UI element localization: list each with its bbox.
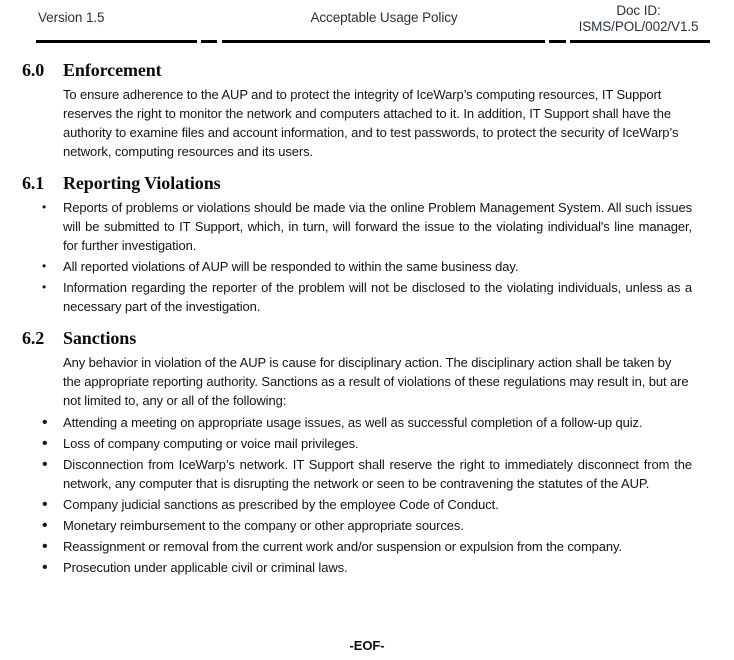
bullet-text: Disconnection from IceWarp’s network. IT Support shall reserve the right to immediately disconnect from the network, any computer that is disrupting the network or seen to be contravening the statutes of the AUP. [63, 457, 692, 491]
bullet-text: Reassignment or removal from the current work and/or suspension or expulsion from the company. [63, 539, 623, 554]
document-title: Acceptable Usage Policy [310, 10, 458, 25]
header-rule-segment [549, 40, 566, 43]
bullet-text: Loss of company computing or voice mail privileges. [63, 436, 359, 451]
bullet-item [22, 495, 692, 514]
bullet-icon: • [42, 517, 48, 534]
section-enforcement [0, 58, 734, 161]
bullet-icon: • [42, 496, 48, 513]
bullet-list [22, 413, 692, 577]
section-title: Reporting Violations [63, 173, 221, 193]
section-reporting-violations [0, 171, 734, 316]
bullet-text: Monetary reimbursement to the company or other appropriate sources. [63, 518, 464, 533]
page-header [36, 2, 710, 35]
bullet-text: Attending a meeting on appropriate usage issues, as well as successful completion of a follow-up quiz. [63, 415, 643, 430]
bullet-item [22, 278, 692, 316]
bullet-text: Reports of problems or violations should be made via the online Problem Management System. All such issues will be submitted to IT Support, which, in turn, will forward the issue to the violating individual's line manager, for further investigation. [63, 200, 692, 253]
bullet-item [22, 413, 692, 432]
section-heading [22, 171, 692, 195]
bullet-icon: • [42, 200, 47, 214]
section-title: Enforcement [63, 60, 162, 80]
section-paragraph: To ensure adherence to the AUP and to protect the integrity of IceWarp’s computing resources, IT Support reserves the right to monitor the network and computers attached to it. In addition, IT Support shall have the authority to examine files and account information, and to test passwords, to protect the security of IceWarp’s network, computing resources and its users. [63, 87, 679, 159]
bullet-icon: • [42, 435, 48, 452]
header-rule-segment [201, 40, 217, 43]
bullet-icon: • [42, 559, 48, 576]
bullet-item [22, 198, 692, 255]
bullet-icon: • [42, 538, 48, 555]
section-paragraph: Any behavior in violation of the AUP is cause for disciplinary action. The disciplinary action shall be taken by the appropriate reporting authority. Sanctions as a result of violations of these regulations may result in, but are not limited to, any or all of the following: [63, 355, 689, 408]
bullet-icon: • [42, 259, 47, 273]
header-rule-segment [570, 40, 710, 43]
bullet-icon: • [42, 280, 47, 294]
section-title: Sanctions [63, 328, 137, 348]
bullet-text: All reported violations of AUP will be responded to within the same business day. [63, 259, 519, 274]
bullet-icon: • [42, 414, 48, 431]
doc-id-value: ISMS/POL/002/V1.5 [578, 19, 699, 34]
bullet-item [22, 455, 692, 493]
header-rule [36, 40, 710, 43]
bullet-icon: • [42, 456, 48, 473]
eof-marker: -EOF- [349, 638, 385, 653]
doc-id-block [567, 2, 710, 35]
section-heading [22, 58, 692, 82]
bullet-item [22, 434, 692, 453]
bullet-text: Information regarding the reporter of the problem will not be disclosed to the violating individuals, unless as a necessary part of the investigation. [63, 280, 692, 314]
bullet-item [22, 516, 692, 535]
doc-id-label: Doc ID: [616, 3, 661, 18]
section-number: 6.2 [22, 328, 45, 348]
bullet-text: Prosecution under applicable civil or criminal laws. [63, 560, 348, 575]
bullet-item [22, 257, 692, 276]
section-number: 6.1 [22, 173, 45, 193]
section-heading [22, 326, 692, 350]
bullet-list [22, 198, 692, 316]
section-sanctions [0, 326, 734, 577]
header-rule-segment [36, 40, 197, 43]
bullet-text: Company judicial sanctions as prescribed by the employee Code of Conduct. [63, 497, 499, 512]
bullet-item [22, 558, 692, 577]
bullet-item [22, 537, 692, 556]
section-number: 6.0 [22, 60, 45, 80]
header-rule-segment [222, 40, 545, 43]
version-label: Version 1.5 [38, 10, 105, 25]
